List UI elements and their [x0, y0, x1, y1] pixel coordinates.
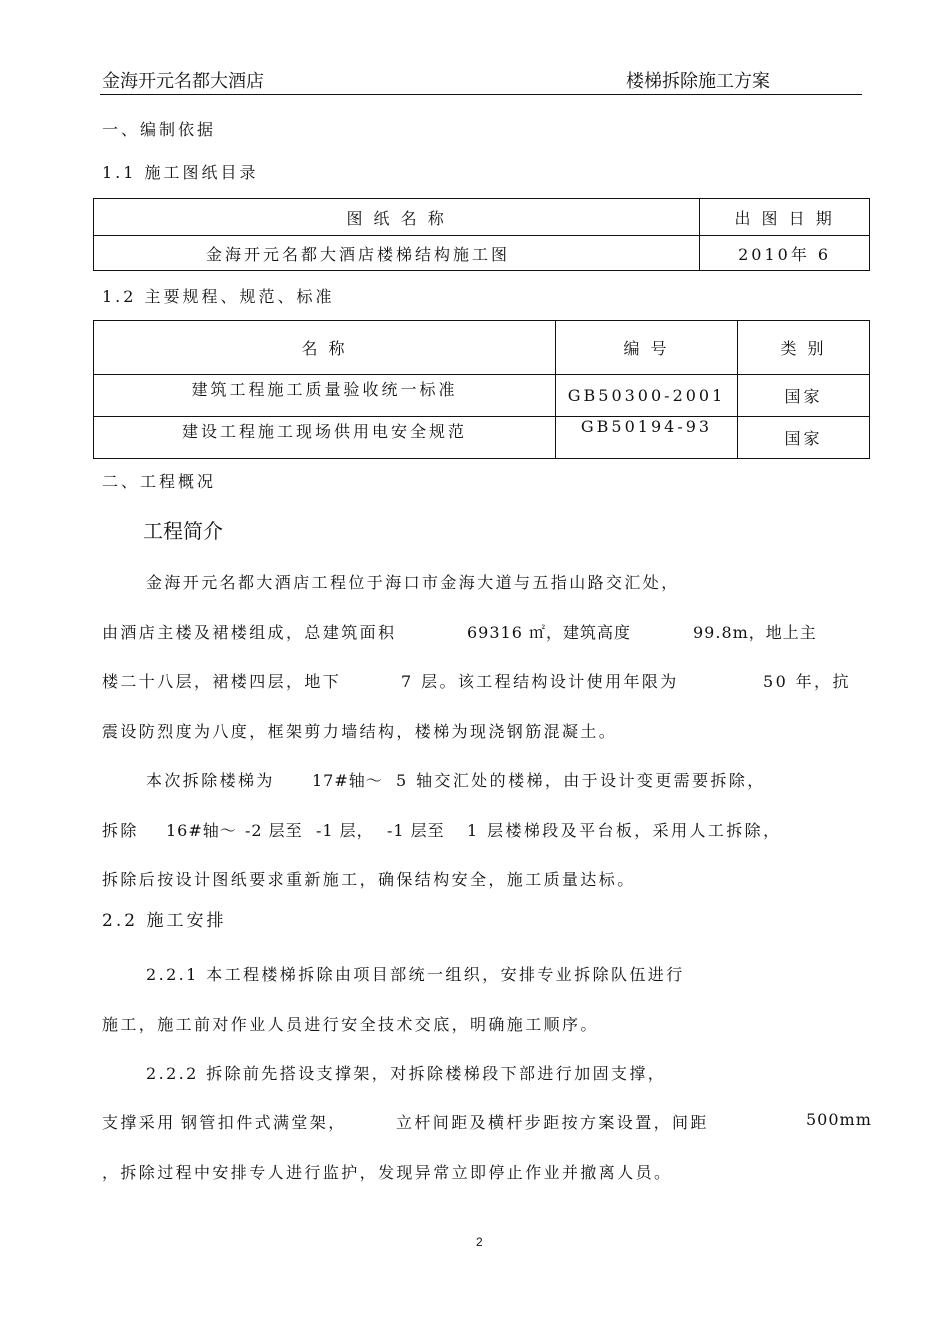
- subsection-1-1-title: 1.1 施工图纸目录: [102, 163, 259, 182]
- intro-line: 由酒店主楼及裙楼组成，总建筑面积: [102, 623, 397, 642]
- intro-line: 7 层。该工程结构设计使用年限为: [401, 672, 679, 691]
- plan-line: 500mm: [806, 1110, 872, 1129]
- page-number: 2: [476, 1235, 483, 1249]
- intro-line: 16#轴～: [166, 821, 237, 840]
- table-cell: 2010年 6: [700, 236, 870, 271]
- intro-line: 金海开元名都大酒店工程位于海口市金海大道与五指山路交汇处，: [146, 573, 680, 592]
- table-header-cell: 出 图 日 期: [700, 199, 870, 236]
- table-cell: GB50194-93: [556, 417, 738, 459]
- table-row: [94, 417, 870, 459]
- table-cell: 国家: [738, 375, 870, 417]
- header-divider: [100, 94, 862, 95]
- intro-line: 拆除: [102, 821, 139, 840]
- subsection-2-2-title: 2.2 施工安排: [102, 911, 227, 931]
- intro-line: 17#轴～: [312, 771, 383, 790]
- section-1-title: 一、编制依据: [102, 120, 217, 139]
- header-right-title: 楼梯拆除施工方案: [626, 71, 770, 92]
- table-header-row: [94, 321, 870, 375]
- plan-line: 施工，施工前对作业人员进行安全技术交底，明确施工顺序。: [102, 1015, 599, 1034]
- table-header-cell: 图 纸 名 称: [94, 199, 700, 236]
- table-header-cell: 名 称: [94, 321, 556, 375]
- table-cell: GB50300-2001: [556, 375, 738, 417]
- subsection-1-2-title: 1.2 主要规程、规范、标准: [102, 287, 335, 306]
- table-header-row: [94, 199, 870, 236]
- intro-line: -2 层至: [245, 821, 303, 840]
- plan-line: 支撑采用: [102, 1113, 176, 1132]
- table-cell: 建设工程施工现场供用电安全规范: [94, 417, 556, 459]
- intro-line: -1 层至: [387, 821, 445, 840]
- plan-line: 2.2.1 本工程楼梯拆除由项目部统一组织，安排专业拆除队伍进行: [146, 965, 685, 984]
- table-cell: 建筑工程施工质量验收统一标准: [94, 375, 556, 417]
- plan-line: 立杆间距及横杆步距按方案设置，间距: [396, 1113, 709, 1132]
- intro-line: -1 层，: [316, 821, 374, 840]
- intro-line: 楼二十八层，裙楼四层，地下: [102, 672, 342, 691]
- intro-line: 本次拆除楼梯为: [146, 771, 275, 790]
- intro-line: 50 年，抗: [763, 672, 851, 691]
- table-cell: 国家: [738, 417, 870, 459]
- header-left-title: 金海开元名都大酒店: [102, 71, 264, 92]
- table-header-cell: 类 别: [738, 321, 870, 375]
- drawing-list-table: [93, 198, 870, 271]
- intro-line: 拆除后按设计图纸要求重新施工，确保结构安全，施工质量达标。: [102, 870, 636, 889]
- intro-heading: 工程简介: [143, 519, 223, 543]
- intro-line: 5 轴交汇处的楼梯，由于设计变更需要拆除，: [396, 771, 766, 790]
- intro-line: 震设防烈度为八度，框架剪力墙结构，楼梯为现浇钢筋混凝土。: [102, 722, 618, 741]
- plan-line: ，拆除过程中安排专人进行监护，发现异常立即停止作业并撤离人员。: [102, 1163, 673, 1182]
- intro-line: 69316 ㎡，建筑高度: [467, 623, 631, 642]
- section-2-title: 二、工程概况: [102, 472, 217, 491]
- table-cell: 金海开元名都大酒店楼梯结构施工图: [94, 236, 700, 271]
- table-row: [94, 236, 870, 271]
- plan-line: 2.2.2 拆除前先搭设支撑架，对拆除楼梯段下部进行加固支撑，: [146, 1064, 667, 1083]
- table-header-cell: 编 号: [556, 321, 738, 375]
- intro-line: 99.8m，地上主: [693, 623, 817, 642]
- intro-line: 1 层楼梯段及平台板，采用人工拆除，: [467, 821, 782, 840]
- plan-line: 钢管扣件式满堂架，: [181, 1113, 347, 1132]
- standards-table: [93, 320, 870, 459]
- table-row: [94, 375, 870, 417]
